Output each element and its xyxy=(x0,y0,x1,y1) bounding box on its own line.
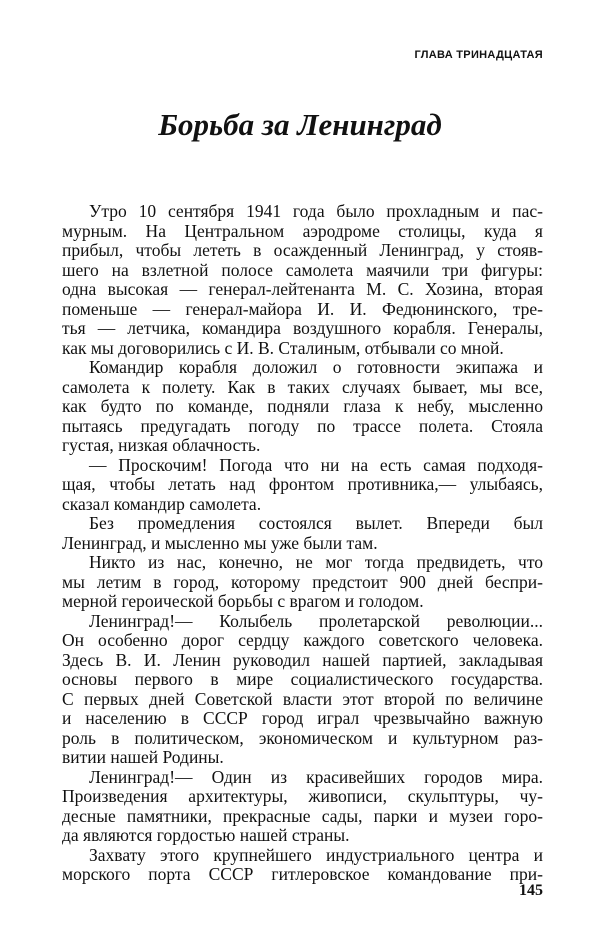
paragraph xyxy=(62,768,543,846)
text-line: Ленинград!— Один из красивейших городов мира. xyxy=(89,767,543,787)
paragraph xyxy=(62,202,543,358)
text-line: мерной героической борьбы с врагом и голодом. xyxy=(62,592,424,611)
text-line: прибыл, чтобы лететь в осажденный Ленинград, у стояв- xyxy=(62,241,543,260)
text-line: Без промедления состоялся вылет. Впереди был xyxy=(89,514,543,533)
text-line: Утро 10 сентября 1941 года было прохладным и пас- xyxy=(89,202,543,221)
paragraph xyxy=(62,358,543,456)
paragraph xyxy=(62,553,543,612)
paragraph xyxy=(62,846,543,885)
text-line: Произведения архитектуры, живописи, скульптуры, чу- xyxy=(62,787,543,806)
text-line: да являются гордостью нашей страны. xyxy=(62,826,350,845)
text-line: Ленинград!— Колыбель пролетарской революции... xyxy=(89,611,543,631)
text-line: щая, чтобы летать над фронтом противника,— улыбаясь, xyxy=(62,475,543,494)
page-number: 145 xyxy=(519,882,543,899)
body-text xyxy=(62,202,543,885)
text-line: Здесь В. И. Ленин руководил нашей партией, закладывая xyxy=(62,650,543,670)
text-line: самолета к полету. Как в таких случаях бывает, мы все, xyxy=(62,377,543,397)
text-line: Захвату этого крупнейшего индустриального центра и xyxy=(89,845,543,865)
text-line: основы первого в мире социалистического государства. xyxy=(62,670,543,689)
text-line: десные памятники, прекрасные сады, парки и музеи горо- xyxy=(62,806,543,826)
text-line: витии нашей Родины. xyxy=(62,748,224,767)
text-line: поменьше — генерал-майора И. И. Федюнинского, тре- xyxy=(62,299,543,319)
text-line: густая, низкая облачность. xyxy=(62,436,261,455)
text-line: морского порта СССР гитлеровское командование при- xyxy=(62,865,543,884)
paragraph xyxy=(62,612,543,768)
text-line: одна высокая — генерал-лейтенанта М. С. Хозина, вторая xyxy=(62,280,543,299)
text-line: Командир корабля доложил о готовности экипажа и xyxy=(89,358,543,377)
paragraph xyxy=(62,514,543,553)
text-line: как мы договорились с И. В. Сталиным, отбывали со мной. xyxy=(62,338,504,358)
chapter-title: Борьба за Ленинград xyxy=(158,107,442,142)
text-line: Никто из нас, конечно, не мог тогда предвидеть, что xyxy=(89,553,543,572)
paragraph xyxy=(62,456,543,515)
text-line: шего на взлетной полосе самолета маячили три фигуры: xyxy=(62,260,543,280)
text-line: сказал командир самолета. xyxy=(62,494,262,514)
text-line: как будто по команде, подняли глаза к небу, мысленно xyxy=(62,397,543,416)
running-head: ГЛАВА ТРИНАДЦАТАЯ xyxy=(414,49,543,61)
text-line: мурным. На Центральном аэродроме столицы, куда я xyxy=(62,221,543,241)
text-line: и населению в СССР город играл чрезвычайно важную xyxy=(62,709,543,728)
text-line: Ленинград, и мысленно мы уже были там. xyxy=(62,533,378,553)
text-line: тья — летчика, командира воздушного корабля. Генералы, xyxy=(62,319,543,338)
text-line: мы летим в город, которому предстоит 900 дней беспри- xyxy=(62,572,543,592)
text-line: С первых дней Советской власти этот второй по величине xyxy=(62,689,543,709)
text-line: Он особенно дорог сердцу каждого советского человека. xyxy=(62,631,543,650)
text-line: пытаясь предугадать погоду по трассе полета. Стояла xyxy=(62,416,543,436)
text-line: роль в политическом, экономическом и культурном раз- xyxy=(62,728,543,748)
text-line: — Проскочим! Погода что ни на есть самая подходя- xyxy=(89,455,543,475)
